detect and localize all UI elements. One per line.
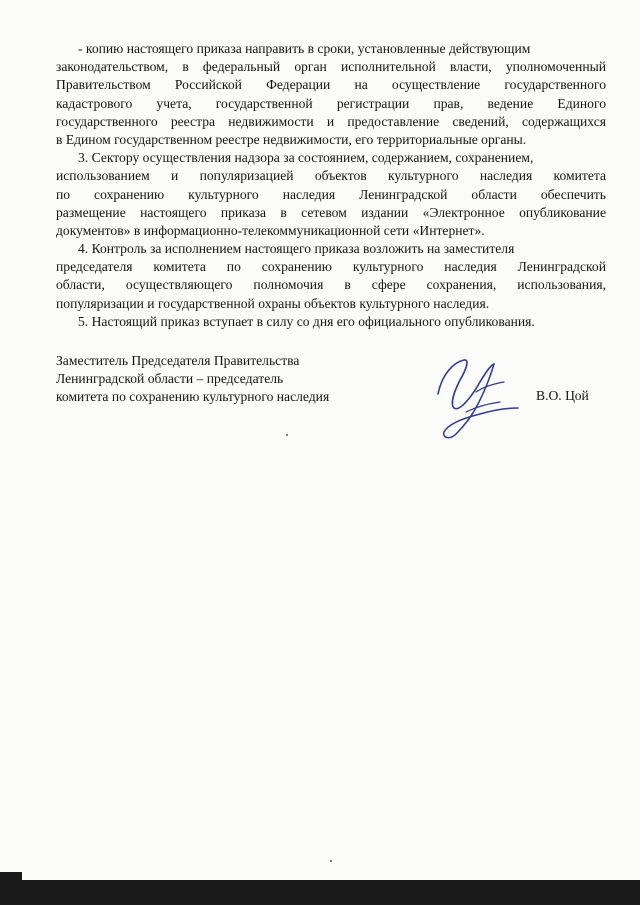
scan-speck bbox=[330, 860, 332, 862]
body-line: председателя комитета по сохранению культурного наследия Ленинградской bbox=[56, 259, 606, 275]
signatory-name: В.О. Цой bbox=[536, 388, 589, 403]
body-line: по сохранению культурного наследия Ленинградской области обеспечить bbox=[56, 186, 606, 202]
document-body bbox=[56, 40, 606, 331]
body-line: в Едином государственном реестре недвижимости, его территориальные органы. bbox=[56, 131, 527, 147]
body-line: 5. Настоящий приказ вступает в силу со дня его официального опубликования. bbox=[78, 313, 535, 329]
body-line: 3. Сектору осуществления надзора за состоянием, содержанием, сохранением, bbox=[78, 150, 534, 166]
body-line: области, осуществляющего полномочия в сфере сохранения, использования, bbox=[56, 277, 606, 293]
body-line: - копию настоящего приказа направить в сроки, установленные действующим bbox=[78, 41, 531, 56]
body-line: популяризации и государственной охраны объектов культурного наследия. bbox=[56, 295, 490, 311]
signatory-title-line: Ленинградской области – председатель bbox=[56, 371, 284, 387]
body-line: размещение настоящего приказа в сетевом издании «Электронное опубликование bbox=[56, 204, 606, 220]
body-line: законодательством, в федеральный орган исполнительной власти, уполномоченный bbox=[56, 59, 606, 75]
body-line: Правительством Российской Федерации на осуществление государственного bbox=[56, 77, 606, 93]
body-line: государственного реестра недвижимости и предоставление сведений, содержащихся bbox=[56, 113, 606, 129]
signatory-title-line: комитета по сохранению культурного наследия bbox=[56, 389, 330, 405]
body-line: кадастрового учета, государственной регистрации прав, ведение Единого bbox=[56, 95, 606, 111]
handwritten-signature bbox=[420, 352, 530, 442]
signatory-title bbox=[56, 352, 386, 407]
body-line: 4. Контроль за исполнением настоящего приказа возложить на заместителя bbox=[78, 241, 515, 257]
signatory-title-line: Заместитель Председателя Правительства bbox=[56, 353, 300, 368]
body-line: использованием и популяризацией объектов культурного наследия комитета bbox=[56, 168, 606, 184]
scan-speck bbox=[286, 434, 288, 436]
scan-corner-edge bbox=[0, 872, 22, 905]
scan-bottom-edge bbox=[0, 880, 640, 905]
body-line: документов» в информационно-телекоммуникационной сети «Интернет». bbox=[56, 222, 485, 238]
